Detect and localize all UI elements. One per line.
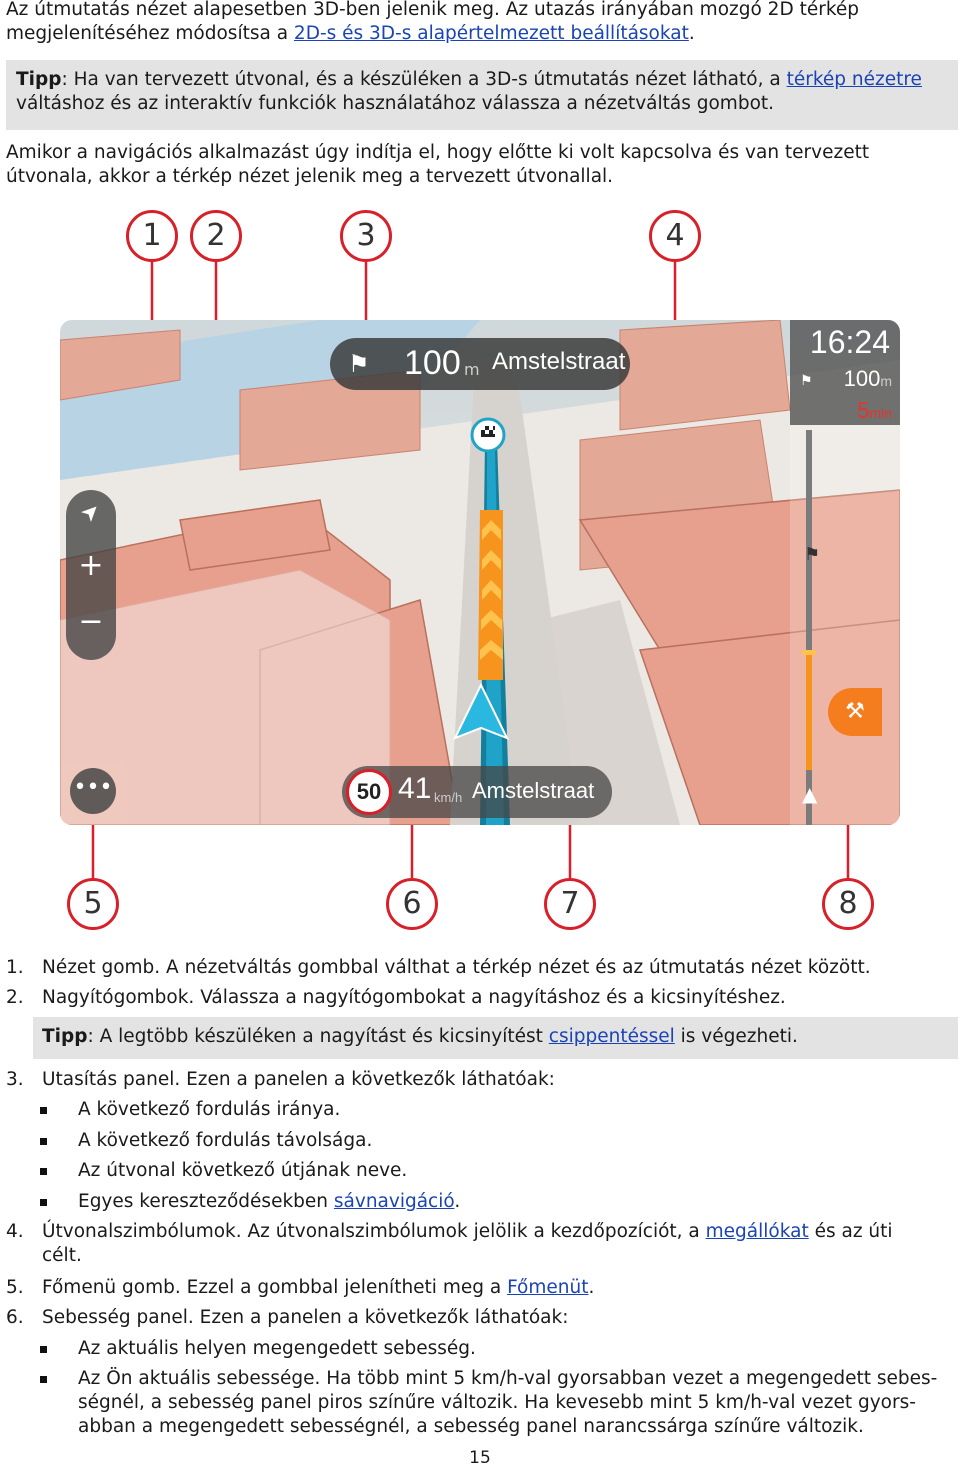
list-item-text: A nézetváltás gombbal válthat a térkép nézet és az útmutatás nézet között. bbox=[160, 957, 871, 978]
list-item-text: Ezzel a gombbal jelenítheti meg a bbox=[180, 1277, 508, 1298]
instruction-panel[interactable] bbox=[330, 338, 630, 390]
bullet-icon bbox=[40, 1168, 47, 1175]
remaining-time-block bbox=[857, 398, 892, 424]
remaining-minutes: 5 bbox=[857, 398, 870, 423]
stops-link[interactable]: megállókat bbox=[705, 1221, 809, 1242]
lane-guidance-link[interactable]: sávnavigáció bbox=[333, 1191, 455, 1212]
startup-line1: Amikor a navigációs alkalmazást úgy indítja el, hogy előtte ki volt kapcsolva és van tervezett bbox=[6, 142, 870, 163]
bullet-text: A következő fordulás távolsága. bbox=[78, 1130, 373, 1151]
view-arrow-icon[interactable]: ➤ bbox=[75, 497, 107, 528]
list-item-title: Főmenü gomb. bbox=[42, 1277, 181, 1298]
current-street-name: Amstelstraat bbox=[472, 778, 595, 803]
bullet-icon bbox=[40, 1138, 47, 1145]
next-street-name: Amstelstraat bbox=[492, 348, 626, 375]
callout-7: 7 bbox=[544, 878, 596, 930]
bullet-icon bbox=[40, 1107, 47, 1114]
list-item-title: Útvonalszimbólumok. bbox=[42, 1221, 242, 1242]
arrival-time: 16:24 bbox=[809, 324, 890, 360]
list-item-title: Utasítás panel. bbox=[42, 1069, 181, 1090]
tip-text: : A legtöbb készüléken a nagyítást és kicsinyítést bbox=[87, 1026, 549, 1047]
list-item-text: Ezen a panelen a következők láthatóak: bbox=[193, 1307, 569, 1328]
remaining-distance: 100 bbox=[843, 366, 881, 391]
list-item-text-end: . bbox=[588, 1277, 595, 1298]
list-number: 6. bbox=[6, 1307, 24, 1328]
turn-distance: 100 bbox=[404, 344, 461, 382]
bullet-text-line1: Az Ön aktuális sebessége. Ha több mint 5 km/h-val gyorsabban vezet a megengedett sebes- bbox=[78, 1368, 938, 1389]
page-number: 15 bbox=[469, 1448, 491, 1468]
route-flag-icon: ⚑ bbox=[800, 372, 813, 388]
callout-1: 1 bbox=[126, 210, 178, 262]
roadworks-icon[interactable]: ⚒ bbox=[828, 688, 882, 736]
speed-limit-sign: 50 bbox=[346, 769, 392, 815]
intro-line2: megjelenítéséhez módosítsa a bbox=[6, 23, 294, 44]
list-item-text: Az útvonalszimbólumok jelölik a kezdőpozíciót, a bbox=[241, 1221, 706, 1242]
map-3d bbox=[60, 320, 900, 825]
arrival-panel bbox=[790, 320, 900, 425]
bullet-text-line3: abban a megengedett sebességnél, a sebesség panel narancssárga színűre változik. bbox=[78, 1416, 864, 1437]
speed-panel bbox=[342, 766, 612, 818]
list-item-text-end: és az úti bbox=[808, 1221, 893, 1242]
list-number: 3. bbox=[6, 1069, 24, 1090]
tip-box-zoom bbox=[33, 1017, 958, 1059]
list-number: 2. bbox=[6, 987, 24, 1008]
list-item-text: Válassza a nagyítógombokat a nagyításhoz és a kicsinyítéshez. bbox=[194, 987, 786, 1008]
bullet-item bbox=[0, 1367, 960, 1442]
bullet-text-end: . bbox=[454, 1191, 461, 1212]
list-item bbox=[0, 1220, 960, 1270]
bullet-icon bbox=[40, 1199, 47, 1206]
callout-3: 3 bbox=[340, 210, 392, 262]
list-item-title: Sebesség panel. bbox=[42, 1307, 194, 1328]
bullet-text: Az útvonal következő útjának neve. bbox=[78, 1160, 408, 1181]
main-menu-link[interactable]: Főmenüt bbox=[507, 1277, 589, 1298]
bullet-text-line2: ségnél, a sebesség panel piros színűre változik. Ha kevesebb mint 5 km/h-val vezet gyors- bbox=[78, 1392, 916, 1413]
navigation-screenshot bbox=[60, 320, 900, 825]
list-item-text: Ezen a panelen a következők láthatóak: bbox=[180, 1069, 555, 1090]
tip-text: : Ha van tervezett útvonal, és a készüléken a 3D-s útmutatás nézet látható, a bbox=[61, 69, 787, 90]
bullet-icon bbox=[40, 1346, 47, 1353]
intro-line1: Az útmutatás nézet alapesetben 3D-ben jelenik meg. Az utazás irányában mozgó 2D térkép bbox=[6, 0, 859, 20]
intro-period: . bbox=[688, 23, 695, 44]
zoom-controls bbox=[66, 490, 116, 660]
tip-label: Tipp bbox=[16, 69, 62, 90]
finish-flag-icon: ⚑ bbox=[348, 350, 370, 378]
remaining-minutes-unit: min bbox=[869, 405, 892, 421]
list-item-title: Nagyítógombok. bbox=[42, 987, 195, 1008]
destination-flag-icon: ⚑ bbox=[804, 544, 821, 565]
main-menu-button[interactable] bbox=[70, 768, 116, 814]
callout-2: 2 bbox=[190, 210, 242, 262]
tip-text-line2: váltáshoz és az interaktív funkciók használatához válassza a nézetváltás gombot. bbox=[16, 93, 775, 114]
bullet-icon bbox=[40, 1376, 47, 1383]
callout-6: 6 bbox=[386, 878, 438, 930]
list-item-title: Nézet gomb. bbox=[42, 957, 161, 978]
bullet-text: A következő fordulás iránya. bbox=[78, 1099, 341, 1120]
turn-distance-unit: m bbox=[464, 360, 480, 379]
callout-8: 8 bbox=[822, 878, 874, 930]
remaining-distance-unit: m bbox=[880, 373, 892, 389]
menu-dots-icon: ••• bbox=[73, 775, 113, 800]
tip-label: Tipp bbox=[42, 1026, 88, 1047]
current-speed: 41 bbox=[398, 772, 432, 805]
tip-text-end: is végezheti. bbox=[674, 1026, 798, 1047]
speed-unit: km/h bbox=[434, 790, 463, 805]
list-item-text-line2: célt. bbox=[42, 1245, 82, 1266]
callout-4: 4 bbox=[649, 210, 701, 262]
map-view-link[interactable]: térkép nézetre bbox=[786, 69, 922, 90]
list-number: 5. bbox=[6, 1277, 24, 1298]
bullet-text: Egyes kereszteződésekben bbox=[78, 1191, 334, 1212]
list-number: 1. bbox=[6, 957, 24, 978]
route-start-arrow-icon: ▲ bbox=[802, 782, 818, 806]
default-settings-link[interactable]: 2D-s és 3D-s alapértelmezett beállításokat bbox=[293, 23, 689, 44]
zoom-out-icon[interactable]: − bbox=[78, 604, 104, 639]
bullet-text: Az aktuális helyen megengedett sebesség. bbox=[78, 1338, 476, 1359]
startup-line2: útvonala, akkor a térkép nézet jelenik meg a tervezett útvonallal. bbox=[6, 166, 614, 187]
zoom-in-icon[interactable]: + bbox=[78, 548, 104, 583]
callout-5: 5 bbox=[67, 878, 119, 930]
pinch-link[interactable]: csippentéssel bbox=[548, 1026, 675, 1047]
remaining-distance-block bbox=[844, 366, 892, 392]
list-number: 4. bbox=[6, 1221, 24, 1242]
